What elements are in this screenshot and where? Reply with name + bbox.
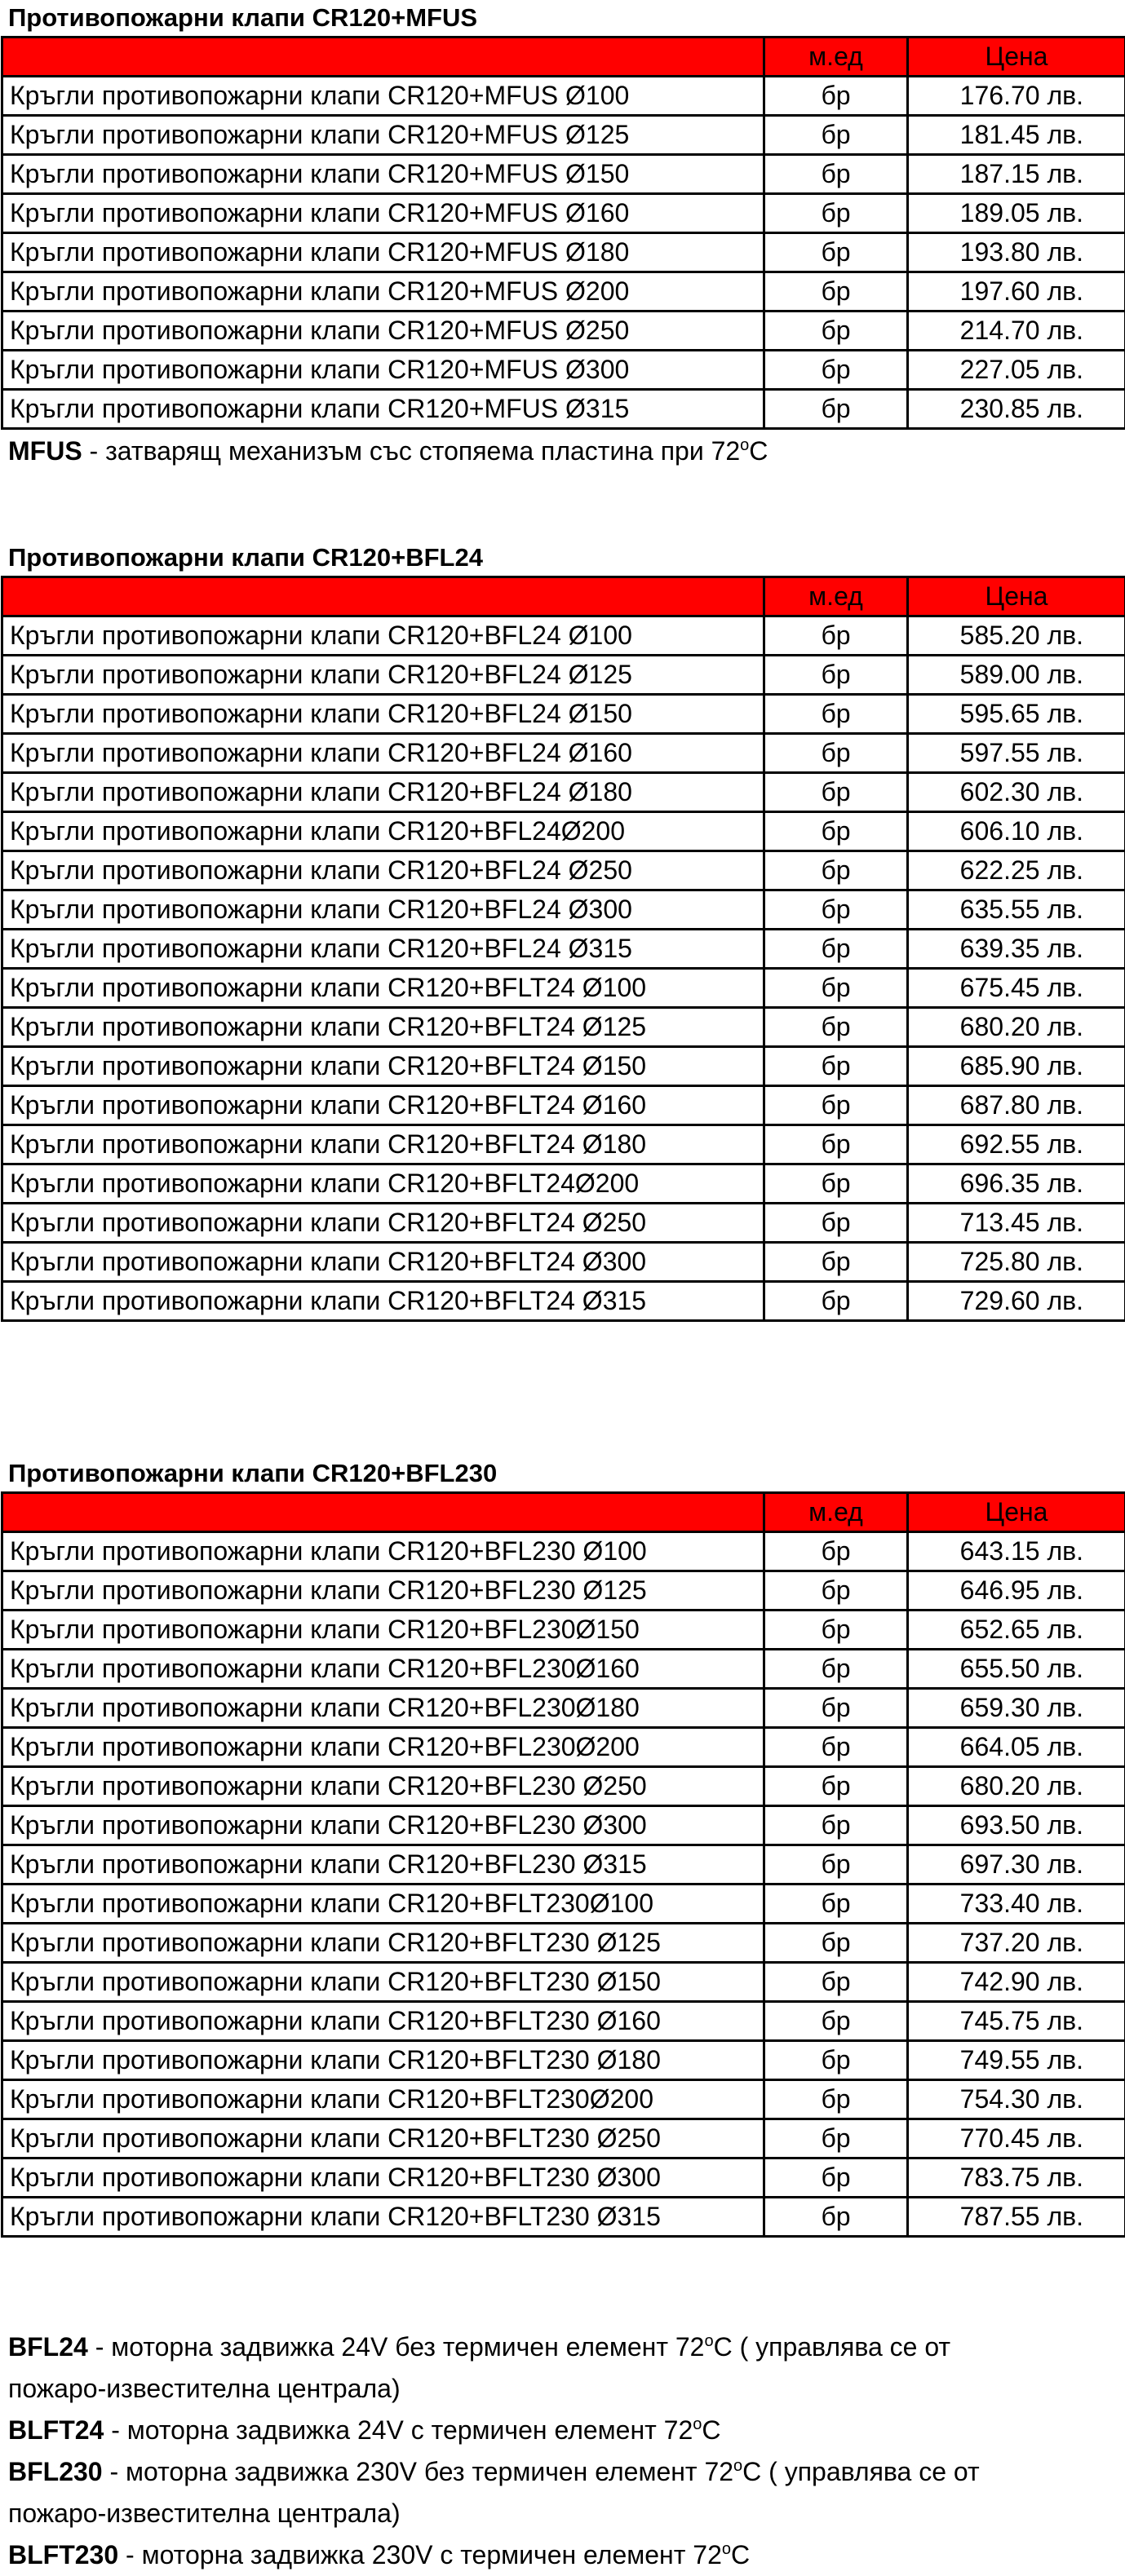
legend-text: - моторна задвижка 24V без термичен елемент 72: [87, 2332, 705, 2362]
table-row: [2, 155, 1125, 194]
unit-cell: бр: [764, 812, 908, 851]
degree-sup: о: [721, 2540, 731, 2558]
product-name-cell: Кръгли противопожарни клапи CR120+BFL24 Ø150: [2, 695, 764, 734]
price-cell: 589.00 лв.: [908, 656, 1125, 695]
price-cell: 770.45 лв.: [908, 2119, 1125, 2158]
table-row: [2, 1204, 1125, 1243]
product-name-cell: Кръгли противопожарни клапи CR120+MFUS Ø300: [2, 351, 764, 390]
price-cell: 729.60 лв.: [908, 1282, 1125, 1321]
product-name-cell: Кръгли противопожарни клапи CR120+MFUS Ø150: [2, 155, 764, 194]
unit-cell: бр: [764, 1611, 908, 1650]
legend-continuation: пожаро-известителна централа): [8, 2499, 401, 2528]
unit-cell: бр: [764, 2041, 908, 2080]
table-row: [2, 2041, 1125, 2080]
table-row: [2, 734, 1125, 773]
product-name-cell: Кръгли противопожарни клапи CR120+BFL24Ø200: [2, 812, 764, 851]
legend-item-blft230: [0, 2534, 1125, 2576]
product-name-cell: Кръгли противопожарни клапи CR120+BFLT230 Ø250: [2, 2119, 764, 2158]
unit-cell: бр: [764, 390, 908, 429]
unit-cell: бр: [764, 1125, 908, 1164]
unit-cell: бр: [764, 773, 908, 812]
product-name-cell: Кръгли противопожарни клапи CR120+BFLT230 Ø180: [2, 2041, 764, 2080]
unit-cell: бр: [764, 233, 908, 272]
table-row: [2, 116, 1125, 155]
price-cell: 675.45 лв.: [908, 969, 1125, 1008]
table-row: [2, 773, 1125, 812]
table-row: [2, 1164, 1125, 1204]
price-cell: 754.30 лв.: [908, 2080, 1125, 2119]
price-cell: 602.30 лв.: [908, 773, 1125, 812]
price-cell: 197.60 лв.: [908, 272, 1125, 312]
price-cell: 687.80 лв.: [908, 1086, 1125, 1125]
section-bfl24: [0, 540, 1125, 1322]
product-name-cell: Кръгли противопожарни клапи CR120+BFL24 Ø125: [2, 656, 764, 695]
product-name-cell: Кръгли противопожарни клапи CR120+BFLT24 Ø250: [2, 1204, 764, 1243]
price-cell: 742.90 лв.: [908, 1963, 1125, 2002]
unit-cell: бр: [764, 2002, 908, 2041]
unit-cell: бр: [764, 695, 908, 734]
product-name-cell: Кръгли противопожарни клапи CR120+BFLT230 Ø125: [2, 1924, 764, 1963]
unit-cell: бр: [764, 1689, 908, 1728]
price-cell: 193.80 лв.: [908, 233, 1125, 272]
unit-cell: бр: [764, 1243, 908, 1282]
unit-cell: бр: [764, 2198, 908, 2237]
table-header-row: [2, 577, 1125, 616]
price-cell: 597.55 лв.: [908, 734, 1125, 773]
legend-suffix: С ( управлява се от: [742, 2457, 980, 2486]
price-cell: 176.70 лв.: [908, 77, 1125, 116]
note-term: MFUS: [8, 436, 82, 466]
unit-cell: бр: [764, 1963, 908, 2002]
product-name-cell: Кръгли противопожарни клапи CR120+BFL230Ø180: [2, 1689, 764, 1728]
table-row: [2, 233, 1125, 272]
product-name-cell: Кръгли противопожарни клапи CR120+BFL230Ø200: [2, 1728, 764, 1767]
price-cell: 606.10 лв.: [908, 812, 1125, 851]
degree-sup: о: [740, 436, 750, 454]
product-name-cell: Кръгли противопожарни клапи CR120+BFL230 Ø300: [2, 1806, 764, 1845]
legend-term: BLFT230: [8, 2540, 119, 2569]
price-cell: 680.20 лв.: [908, 1767, 1125, 1806]
legend-suffix: С: [702, 2415, 721, 2445]
legend-suffix: С: [730, 2540, 751, 2569]
table-row: [2, 1728, 1125, 1767]
table-row: [2, 1047, 1125, 1086]
header-price: Цена: [908, 38, 1125, 77]
table-row: [2, 2198, 1125, 2237]
price-cell: 635.55 лв.: [908, 890, 1125, 930]
product-name-cell: Кръгли противопожарни клапи CR120+MFUS Ø125: [2, 116, 764, 155]
unit-cell: бр: [764, 351, 908, 390]
header-unit: м.ед: [764, 577, 908, 616]
table-row: [2, 351, 1125, 390]
price-cell: 214.70 лв.: [908, 312, 1125, 351]
unit-cell: бр: [764, 734, 908, 773]
table-row: [2, 312, 1125, 351]
legend-item-bfl230: [0, 2451, 1125, 2493]
price-cell: 585.20 лв.: [908, 616, 1125, 656]
price-cell: 189.05 лв.: [908, 194, 1125, 233]
price-cell: 643.15 лв.: [908, 1532, 1125, 1571]
unit-cell: бр: [764, 1845, 908, 1885]
unit-cell: бр: [764, 1164, 908, 1204]
unit-cell: бр: [764, 2080, 908, 2119]
product-name-cell: Кръгли противопожарни клапи CR120+BFLT230 Ø300: [2, 2158, 764, 2198]
legend-suffix: С ( управлява се от: [713, 2332, 951, 2362]
header-name: [2, 577, 764, 616]
product-name-cell: Кръгли противопожарни клапи CR120+BFL24 Ø300: [2, 890, 764, 930]
product-name-cell: Кръгли противопожарни клапи CR120+BFLT24 Ø160: [2, 1086, 764, 1125]
table-row: [2, 1885, 1125, 1924]
table-row: [2, 1282, 1125, 1321]
price-cell: 659.30 лв.: [908, 1689, 1125, 1728]
product-name-cell: Кръгли противопожарни клапи CR120+BFL230 Ø315: [2, 1845, 764, 1885]
product-name-cell: Кръгли противопожарни клапи CR120+BFLT24 Ø180: [2, 1125, 764, 1164]
section-title: Противопожарни клапи CR120+MFUS: [8, 3, 478, 32]
legend-text: - моторна задвижка 230V с термичен елемент 72: [118, 2540, 722, 2569]
table-row: [2, 1963, 1125, 2002]
product-name-cell: Кръгли противопожарни клапи CR120+BFL24 Ø100: [2, 616, 764, 656]
legend-continuation: пожаро-известителна централа): [8, 2374, 401, 2403]
table-header-row: [2, 1493, 1125, 1532]
table-row: [2, 2080, 1125, 2119]
product-name-cell: Кръгли противопожарни клапи CR120+BFLT230Ø100: [2, 1885, 764, 1924]
note-suffix: С: [749, 436, 768, 466]
header-name: [2, 1493, 764, 1532]
table-row: [2, 1008, 1125, 1047]
price-cell: 697.30 лв.: [908, 1845, 1125, 1885]
price-cell: 595.65 лв.: [908, 695, 1125, 734]
table-row: [2, 1767, 1125, 1806]
header-price: Цена: [908, 1493, 1125, 1532]
product-name-cell: Кръгли противопожарни клапи CR120+BFL230 Ø100: [2, 1532, 764, 1571]
price-cell: 227.05 лв.: [908, 351, 1125, 390]
product-name-cell: Кръгли противопожарни клапи CR120+MFUS Ø200: [2, 272, 764, 312]
degree-sup: о: [693, 2415, 702, 2433]
price-cell: 685.90 лв.: [908, 1047, 1125, 1086]
unit-cell: бр: [764, 1282, 908, 1321]
unit-cell: бр: [764, 155, 908, 194]
price-cell: 787.55 лв.: [908, 2198, 1125, 2237]
header-name: [2, 38, 764, 77]
unit-cell: бр: [764, 2158, 908, 2198]
product-name-cell: Кръгли противопожарни клапи CR120+BFL24 Ø160: [2, 734, 764, 773]
unit-cell: бр: [764, 616, 908, 656]
unit-cell: бр: [764, 1885, 908, 1924]
unit-cell: бр: [764, 1532, 908, 1571]
table-row: [2, 2158, 1125, 2198]
unit-cell: бр: [764, 1806, 908, 1845]
price-cell: 783.75 лв.: [908, 2158, 1125, 2198]
header-unit: м.ед: [764, 38, 908, 77]
unit-cell: бр: [764, 930, 908, 969]
price-cell: 696.35 лв.: [908, 1164, 1125, 1204]
price-cell: 693.50 лв.: [908, 1806, 1125, 1845]
table-row: [2, 2119, 1125, 2158]
price-table-bfl24: [1, 576, 1125, 1322]
unit-cell: бр: [764, 1204, 908, 1243]
table-row: [2, 890, 1125, 930]
table-row: [2, 1611, 1125, 1650]
unit-cell: бр: [764, 1767, 908, 1806]
table-row: [2, 1086, 1125, 1125]
unit-cell: бр: [764, 1650, 908, 1689]
unit-cell: бр: [764, 1924, 908, 1963]
product-name-cell: Кръгли противопожарни клапи CR120+BFLT24 Ø125: [2, 1008, 764, 1047]
price-cell: 745.75 лв.: [908, 2002, 1125, 2041]
product-name-cell: Кръгли противопожарни клапи CR120+MFUS Ø180: [2, 233, 764, 272]
table-row: [2, 390, 1125, 429]
unit-cell: бр: [764, 272, 908, 312]
unit-cell: бр: [764, 312, 908, 351]
product-name-cell: Кръгли противопожарни клапи CR120+BFLT24 Ø300: [2, 1243, 764, 1282]
price-cell: 749.55 лв.: [908, 2041, 1125, 2080]
header-unit: м.ед: [764, 1493, 908, 1532]
product-name-cell: Кръгли противопожарни клапи CR120+BFLT230Ø200: [2, 2080, 764, 2119]
product-name-cell: Кръгли противопожарни клапи CR120+BFLT230 Ø150: [2, 1963, 764, 2002]
legend-text: - моторна задвижка 24V с термичен елемент 72: [104, 2415, 693, 2445]
section-title: Противопожарни клапи CR120+BFL230: [8, 1459, 498, 1487]
unit-cell: бр: [764, 1047, 908, 1086]
price-cell: 646.95 лв.: [908, 1571, 1125, 1611]
table-row: [2, 812, 1125, 851]
section-mfus: [0, 0, 1125, 472]
price-cell: 622.25 лв.: [908, 851, 1125, 890]
product-name-cell: Кръгли противопожарни клапи CR120+BFLT24 Ø100: [2, 969, 764, 1008]
table-header-row: [2, 38, 1125, 77]
product-name-cell: Кръгли противопожарни клапи CR120+MFUS Ø250: [2, 312, 764, 351]
price-cell: 181.45 лв.: [908, 116, 1125, 155]
price-cell: 713.45 лв.: [908, 1204, 1125, 1243]
unit-cell: бр: [764, 890, 908, 930]
unit-cell: бр: [764, 2119, 908, 2158]
unit-cell: бр: [764, 77, 908, 116]
legend-term: BLFT24: [8, 2415, 104, 2445]
unit-cell: бр: [764, 1086, 908, 1125]
mfus-note: [0, 430, 1125, 472]
price-cell: 737.20 лв.: [908, 1924, 1125, 1963]
table-row: [2, 695, 1125, 734]
product-name-cell: Кръгли противопожарни клапи CR120+BFL230Ø150: [2, 1611, 764, 1650]
table-row: [2, 930, 1125, 969]
price-cell: 639.35 лв.: [908, 930, 1125, 969]
product-name-cell: Кръгли противопожарни клапи CR120+MFUS Ø100: [2, 77, 764, 116]
table-row: [2, 1125, 1125, 1164]
price-cell: 187.15 лв.: [908, 155, 1125, 194]
legend-term: BFL230: [8, 2457, 103, 2486]
price-cell: 725.80 лв.: [908, 1243, 1125, 1282]
product-name-cell: Кръгли противопожарни клапи CR120+MFUS Ø315: [2, 390, 764, 429]
product-name-cell: Кръгли противопожарни клапи CR120+BFL230Ø160: [2, 1650, 764, 1689]
unit-cell: бр: [764, 194, 908, 233]
table-row: [2, 1689, 1125, 1728]
table-row: [2, 1806, 1125, 1845]
product-name-cell: Кръгли противопожарни клапи CR120+BFL24 Ø315: [2, 930, 764, 969]
table-row: [2, 1243, 1125, 1282]
table-body: [2, 77, 1125, 429]
price-cell: 655.50 лв.: [908, 1650, 1125, 1689]
unit-cell: бр: [764, 969, 908, 1008]
table-row: [2, 77, 1125, 116]
product-name-cell: Кръгли противопожарни клапи CR120+MFUS Ø160: [2, 194, 764, 233]
table-row: [2, 1571, 1125, 1611]
table-row: [2, 969, 1125, 1008]
legend-item-blft24: [0, 2410, 1125, 2451]
legend-item-bfl24: [0, 2326, 1125, 2368]
table-row: [2, 1532, 1125, 1571]
table-row: [2, 851, 1125, 890]
unit-cell: бр: [764, 1728, 908, 1767]
price-cell: 652.65 лв.: [908, 1611, 1125, 1650]
table-row: [2, 656, 1125, 695]
price-cell: 692.55 лв.: [908, 1125, 1125, 1164]
unit-cell: бр: [764, 656, 908, 695]
product-name-cell: Кръгли противопожарни клапи CR120+BFL24 Ø180: [2, 773, 764, 812]
section-bfl230: [0, 1456, 1125, 2238]
price-cell: 733.40 лв.: [908, 1885, 1125, 1924]
product-name-cell: Кръгли противопожарни клапи CR120+BFLT230 Ø160: [2, 2002, 764, 2041]
price-table-mfus: [1, 36, 1125, 430]
product-name-cell: Кръгли противопожарни клапи CR120+BFLT24Ø200: [2, 1164, 764, 1204]
product-name-cell: Кръгли противопожарни клапи CR120+BFLT230 Ø315: [2, 2198, 764, 2237]
price-cell: 680.20 лв.: [908, 1008, 1125, 1047]
unit-cell: бр: [764, 1008, 908, 1047]
table-row: [2, 616, 1125, 656]
unit-cell: бр: [764, 1571, 908, 1611]
product-name-cell: Кръгли противопожарни клапи CR120+BFL24 Ø250: [2, 851, 764, 890]
product-name-cell: Кръгли противопожарни клапи CR120+BFLT24 Ø150: [2, 1047, 764, 1086]
price-cell: 230.85 лв.: [908, 390, 1125, 429]
unit-cell: бр: [764, 851, 908, 890]
legend-text: - моторна задвижка 230V без термичен елемент 72: [102, 2457, 734, 2486]
product-name-cell: Кръгли противопожарни клапи CR120+BFL230 Ø125: [2, 1571, 764, 1611]
table-row: [2, 1845, 1125, 1885]
product-name-cell: Кръгли противопожарни клапи CR120+BFLT24 Ø315: [2, 1282, 764, 1321]
table-body: [2, 1532, 1125, 2237]
note-text: - затварящ механизъм със стопяема пластина при 72: [82, 436, 741, 466]
price-table-bfl230: [1, 1491, 1125, 2238]
table-row: [2, 272, 1125, 312]
legend-term: BFL24: [8, 2332, 88, 2362]
legend: [0, 2326, 1125, 2576]
table-row: [2, 1924, 1125, 1963]
section-title: Противопожарни клапи CR120+BFL24: [8, 543, 483, 572]
table-row: [2, 194, 1125, 233]
degree-sup: о: [733, 2457, 743, 2475]
product-name-cell: Кръгли противопожарни клапи CR120+BFL230 Ø250: [2, 1767, 764, 1806]
header-price: Цена: [908, 577, 1125, 616]
price-cell: 664.05 лв.: [908, 1728, 1125, 1767]
unit-cell: бр: [764, 116, 908, 155]
table-row: [2, 1650, 1125, 1689]
table-body: [2, 616, 1125, 1321]
table-row: [2, 2002, 1125, 2041]
degree-sup: о: [704, 2332, 714, 2350]
